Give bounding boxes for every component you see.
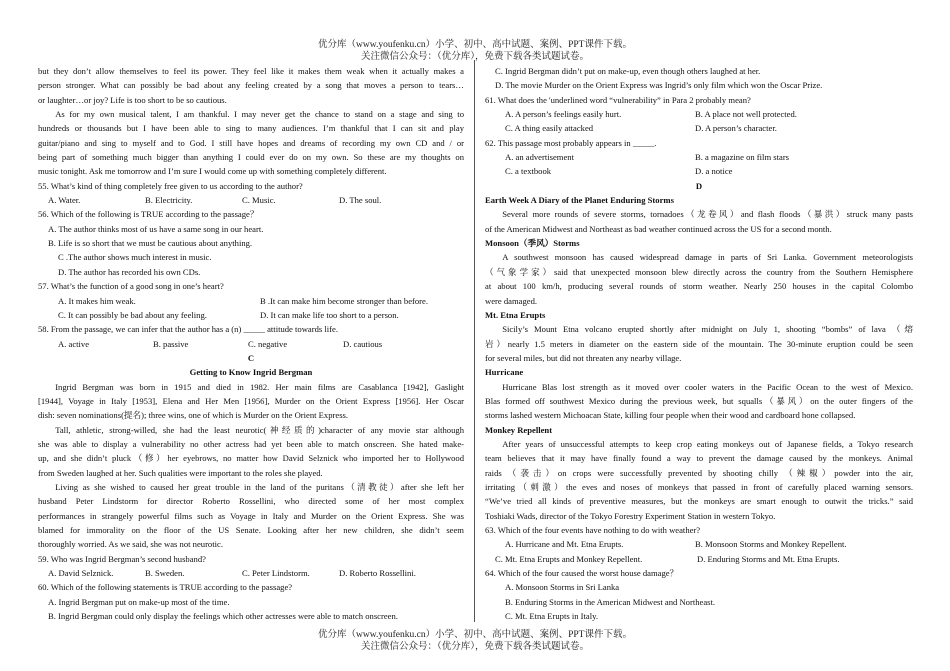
q60-option-a[interactable]: A. Ingrid Bergman put on make-up most of the time.	[48, 596, 230, 607]
section-c-heading: C	[247, 352, 255, 363]
q63-option-d[interactable]: D. Enduring Storms and Mt. Etna Erupts.	[697, 553, 840, 564]
q56-option-b[interactable]: B. Life is so short that we must be cautious about anything.	[48, 238, 253, 249]
text-line: irritating（刺激）the eves and noses of monkeys that passed in front of carefully placed warning sensors.	[485, 481, 913, 492]
question-64: 64. Which of the four caused the worst house damage？	[485, 568, 679, 579]
q62-options-row2	[485, 164, 913, 178]
text-line: she was able to display a vulnerability no other actress had yet been able to match onscreen. She hated make-	[38, 438, 464, 449]
question-62: 62. This passage most probably appears in _____.	[485, 137, 657, 148]
section-d-heading: D	[695, 180, 703, 191]
q60-option-c[interactable]: C. Ingrid Bergman didn’t put on make-up, even though others laughed at her.	[495, 66, 761, 76]
q58-options	[38, 337, 464, 351]
question-57: 57. What’s the function of a good song in one’s heart?	[38, 281, 224, 292]
q62-option-c[interactable]: C. a textbook	[505, 166, 552, 177]
text-line: Several more rounds of severe storms, tornadoes（龙卷风）and flash floods（暴洪）struck many pasts	[502, 209, 913, 220]
question-58: 58. From the passage, we can infer that the author has a (n) _____ attitude towards life.	[38, 324, 338, 335]
text-line: blamed for immorality on the floor of the US Senate. Looking after her new children, she didn’t seem	[38, 525, 464, 535]
text-line: person stronger. What can possibly be bad about any feeling created by a song that moves a person to tears…	[38, 80, 464, 91]
column-divider	[474, 60, 475, 622]
q63-options-row1	[485, 537, 913, 551]
q58-option-b[interactable]: B. passive	[153, 338, 189, 349]
header-line-1: 优分库（www.youfenku.cn）小学、初中、高中试题、案例、PPT课件下载。	[318, 40, 632, 50]
text-line: of the American Midwest and Northeast as bad weather continued across the US for a second month.	[485, 223, 832, 234]
question-59: 59. Who was Ingrid Bergman’s second husband?	[38, 553, 206, 564]
q55-option-c[interactable]: C. Music.	[242, 195, 276, 206]
text-line: Ingrid Bergman was born in 1915 and died in 1982. Her main films are Casablanca [1942], Gaslight	[55, 381, 464, 392]
q57-option-c[interactable]: C. It can possibly be bad about any feeling.	[58, 309, 207, 320]
text-line: thoroughly worried. As we said, she was not neurotic.	[38, 539, 223, 550]
q61-option-b[interactable]: B. A place not well protected.	[695, 109, 797, 120]
q61-options-row1	[485, 107, 913, 121]
text-line: raids （袭击）on crops were successfully prevented by shooting chilly （辣椒）powder into the air,	[485, 467, 913, 478]
text-line: were damaged.	[485, 295, 538, 306]
text-line: for several miles, but did not threaten any nearby village.	[485, 352, 682, 363]
text-line: “We’ve tried all kinds of preventive measures, but the monkeys are smart enough to outwit the tricks.” said	[485, 496, 913, 507]
q60-option-d[interactable]: D. The movie Murder on the Orient Express was Ingrid’s only film which won the Oscar Prize.	[495, 80, 823, 91]
text-line: A southwest monsoon has caused widespread damage in parts of Sri Lanka. Government meteorologists	[502, 252, 913, 263]
text-line: music tonight. Ask me tomorrow and I’m sure I would come up with something completely different.	[38, 166, 387, 177]
q61-option-a[interactable]: A. A person’s feelings easily hurt.	[505, 109, 622, 120]
footer-line-2: 关注微信公众号：（优分库），免费下载各类试题试卷。	[360, 642, 589, 652]
q62-option-b[interactable]: B. a magazine on film stars	[695, 152, 790, 163]
subheading-monkey: Monkey Repellent	[485, 424, 553, 435]
right-column	[485, 64, 913, 623]
q61-options-row2	[485, 121, 913, 135]
page-header	[0, 39, 950, 63]
text-line: Tall, athletic, strong-willed, she had the least neurotic(神经质的)character of any movie star although	[55, 424, 464, 435]
text-line: 岩）nearly 1.5 meters in diameter on the eastern side of the mountain. The 30-minute eruption could be seen	[485, 338, 913, 349]
text-line: hundreds or thousands but I have been able to sing to many audiences. I’m thankful that I can sit and play	[38, 123, 464, 134]
text-line: Blas formed off southwest Mexico during the previous week, but squalls（暴风）on the outer fingers of the	[485, 395, 913, 406]
text-line: （气象学家）said that unexpected monsoon blew directly across the country from the Southern Hemisphere	[485, 266, 913, 277]
text-line: [1944], Voyage in Italy [1953], Elena and Her Men [1956], Murder on the Orient Express [1956]. Her Oscar	[38, 395, 464, 406]
q63-option-b[interactable]: B. Monsoon Storms and Monkey Repellent.	[695, 539, 847, 550]
question-56: 56. Which of the following is TRUE according to the passage？	[38, 209, 259, 220]
q59-option-a[interactable]: A. David Selznick.	[48, 568, 114, 579]
q59-option-b[interactable]: B. Sweden.	[145, 568, 185, 579]
q62-options-row1	[485, 150, 913, 164]
text-line: After years of unsuccessful attempts to keep crop eating monkeys out of Japanese fields, a Tokyo research	[502, 438, 913, 449]
subheading-etna: Mt. Etna Erupts	[485, 309, 546, 320]
q59-option-d[interactable]: D. Roberto Rossellini.	[339, 568, 416, 579]
text-line: from Sweden laughed at her. Such qualities were important to the roles she played.	[38, 467, 323, 478]
q55-option-b[interactable]: B. Electricity.	[145, 195, 193, 206]
q64-option-b[interactable]: B. Enduring Storms in the American Midwest and Northeast.	[505, 596, 716, 607]
text-line: storms lashed western Michoacan State, killing four people when their wood and cardboard hone collapsed.	[485, 410, 856, 421]
text-line: performances in strangely powerful films such as Voyage in Italy and Murder on the Orient Express. She was	[38, 510, 464, 521]
footer-line-1: 优分库（www.youfenku.cn）小学、初中、高中试题、案例、PPT课件下载。	[318, 630, 632, 640]
q58-option-c[interactable]: C. negative	[248, 338, 288, 349]
page-footer	[0, 629, 950, 653]
q55-option-d[interactable]: D. The soul.	[339, 195, 382, 206]
q57-option-b[interactable]: B .It can make him become stronger than before.	[260, 295, 428, 306]
question-63: 63. Which of the four events have nothing to do with weather?	[485, 525, 701, 535]
q55-option-a[interactable]: A. Water.	[48, 195, 81, 206]
q59-option-c[interactable]: C. Peter Lindstorm.	[242, 568, 310, 579]
q63-option-c[interactable]: C. Mt. Etna Erupts and Monkey Repellent.	[495, 553, 643, 564]
q56-option-a[interactable]: A. The author thinks most of us have a same song in our heart.	[48, 223, 264, 234]
q60-option-b[interactable]: B. Ingrid Bergman could only display the feelings which other actresses were able to match onscreen.	[48, 611, 398, 622]
q61-option-d[interactable]: D. A person’s character.	[695, 123, 777, 134]
text-line: husband Peter Lindstorm for director Roberto Rossellini, who directed some of her most complex	[38, 496, 464, 507]
text-line: dish: seven nominations(提名); three wins, one of which is Murder on the Orient Express.	[38, 410, 349, 421]
text-line: Living as she wished to caused her great trouble in the land of the puritans（清教徒）after she left her	[55, 481, 464, 492]
q57-option-d[interactable]: D. It can make life too short to a person.	[260, 309, 399, 320]
text-line: but they don’t allow themselves to feel its power. They feel like it makes them weak when it actually makes a	[38, 66, 464, 76]
question-55: 55. What’s kind of thing completely free given to us according to the author?	[38, 180, 303, 191]
passage-c-title: Getting to Know Ingrid Bergman	[189, 367, 313, 378]
q61-option-c[interactable]: C. A thing easily attacked	[505, 123, 594, 134]
q63-options-row2	[485, 552, 913, 566]
q57-options-row2	[38, 308, 464, 322]
header-line-2: 关注微信公众号：（优分库），免费下载各类试题试卷。	[360, 52, 589, 62]
q62-option-a[interactable]: A. an advertisement	[505, 152, 574, 163]
question-60: 60. Which of the following statements is TRUE according to the passage?	[38, 582, 293, 593]
q58-option-d[interactable]: D. cautious	[343, 338, 383, 349]
text-line: guitar/piano and sing to myself and to God. I still have hopes and dreams of recording my own CD and / or	[38, 137, 464, 148]
text-line: Toshiaki Wads, director of the Tokyo Forestry Experiment Station in western Tokyo.	[485, 510, 776, 521]
q64-option-a[interactable]: A. Monsoon Storms in Sri Lanka	[505, 582, 620, 593]
text-line: being part of something much bigger than anything I could ever do on my own. So these are my thoughts on	[38, 152, 464, 163]
q57-option-a[interactable]: A. It makes him weak.	[58, 295, 136, 306]
subheading-hurricane: Hurricane	[485, 367, 524, 378]
q59-options	[38, 566, 464, 580]
q62-option-d[interactable]: D. a notice	[695, 166, 733, 177]
text-line: Hurricane Blas lost strength as it moved over cooler waters in the Pacific Ocean to the west of Mexico.	[502, 381, 913, 392]
text-line: at about 100 km/h, producing several rounds of storm weather. Nearly 250 houses in the capital Colombo	[485, 281, 913, 292]
q64-option-c[interactable]: C. Mt. Etna Erupts in Italy.	[505, 611, 599, 622]
q55-options	[38, 193, 464, 207]
left-column	[38, 64, 464, 623]
q56-option-c[interactable]: C .The author shows much interest in music.	[58, 252, 212, 263]
passage-d-title: Earth Week A Diary of the Planet Enduring Storms	[485, 195, 674, 206]
q63-option-a[interactable]: A. Hurricane and Mt. Etna Erupts.	[505, 539, 624, 550]
text-line: team believes that it may have finally found a way to prevent the damage caused by the monkeys. Animal	[485, 453, 913, 464]
text-line: up, and she didn’t pluck（修）her eyebrows, no matter how David Selznick who imported her to Hollywood	[38, 453, 464, 464]
q56-option-d[interactable]: D. The author has recorded his own CDs.	[58, 266, 201, 277]
subheading-monsoon: Monsoon（季风）Storms	[485, 238, 580, 249]
q58-option-a[interactable]: A. active	[58, 338, 90, 349]
text-line: Sicily’s Mount Etna volcano erupted shortly after midnight on July 1, shooting “bombs” of lava （熔	[502, 324, 913, 335]
text-line: or laughter…or joy? Life is too short to be so cautious.	[38, 94, 227, 105]
text-line: As for my own musical talent, I am thankful. I may never get the chance to stand on a stage and sing to	[55, 109, 464, 120]
q57-options-row1	[38, 294, 464, 308]
question-61: 61. What does the 'underlined word “vulnerability” in Para 2 probably mean?	[485, 94, 751, 105]
